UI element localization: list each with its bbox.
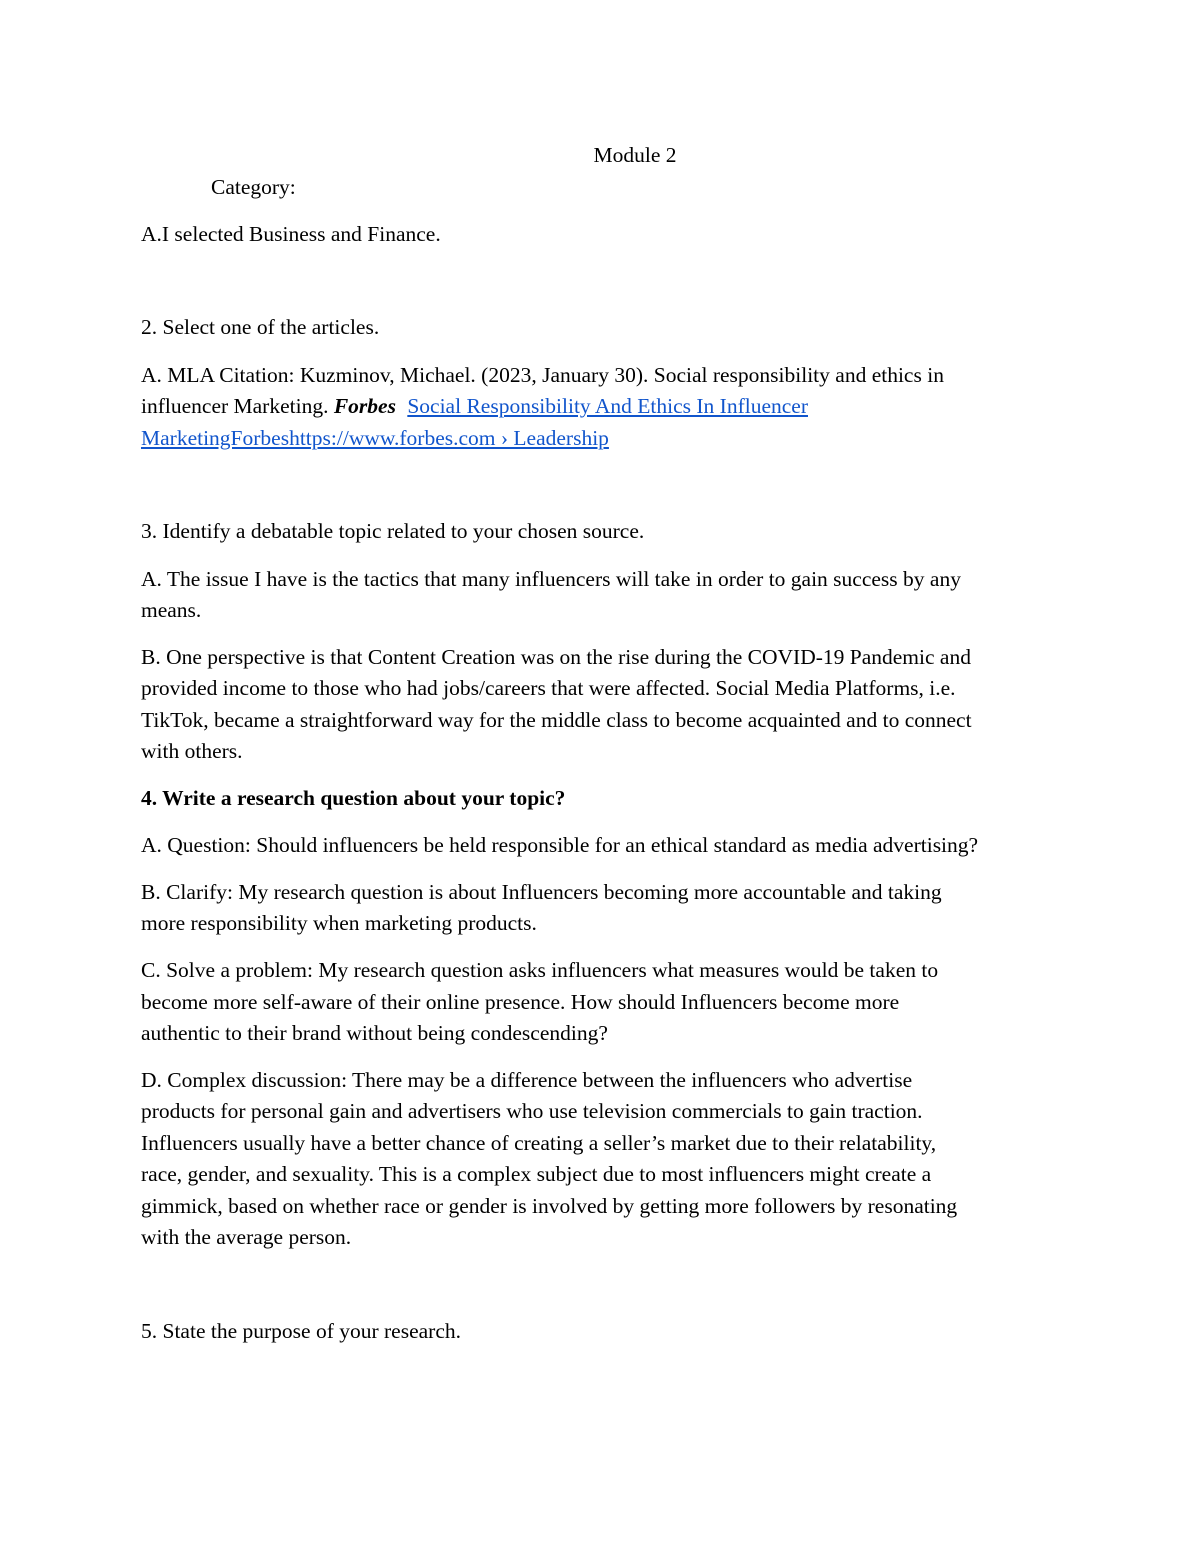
q4-a: A. Question: Should influencers be held responsible for an ethical standard as media advertising? [141, 833, 979, 857]
q4-c-line-1: C. Solve a problem: My research question asks influencers what measures would be taken to [141, 958, 939, 982]
q4-c-line-2: become more self-aware of their online presence. How should Influencers become more [141, 990, 900, 1014]
document-title: Module 2 [593, 143, 677, 167]
q2-citation-line-2 [141, 396, 808, 418]
q4-d-line-4: race, gender, and sexuality. This is a complex subject due to most influencers might create a [141, 1162, 932, 1186]
q4-prompt: 4. Write a research question about your topic? [141, 786, 566, 810]
q3-a-line-2: means. [141, 598, 202, 622]
article-link-line-2[interactable]: MarketingForbeshttps://www.forbes.com › Leadership [141, 426, 609, 450]
q5-prompt: 5. State the purpose of your research. [141, 1319, 462, 1343]
q3-b-line-2: provided income to those who had jobs/careers that were affected. Social Media Platforms, i.e. [141, 676, 956, 700]
q3-b-line-4: with others. [141, 739, 243, 763]
q4-d-line-3: Influencers usually have a better chance of creating a seller’s market due to their relatability, [141, 1131, 937, 1155]
q4-d-line-6: with the average person. [141, 1225, 352, 1249]
q4-d-line-1: D. Complex discussion: There may be a difference between the influencers who advertise [141, 1068, 913, 1092]
q2-citation-source: Forbes [333, 394, 396, 418]
q2-citation-line-1: A. MLA Citation: Kuzminov, Michael. (2023, January 30). Social responsibility and ethics in [141, 363, 944, 387]
q1-answer: A.I selected Business and Finance. [141, 222, 441, 246]
q4-b-line-2: more responsibility when marketing products. [141, 911, 537, 935]
q3-b-line-1: B. One perspective is that Content Creation was on the rise during the COVID-19 Pandemic and [141, 645, 971, 669]
q2-link-line-2-wrapper [141, 428, 609, 450]
q4-b-line-1: B. Clarify: My research question is about Influencers becoming more accountable and taking [141, 880, 942, 904]
q3-b-line-3: TikTok, became a straightforward way for the middle class to become acquainted and to connect [141, 708, 972, 732]
q2-citation-text: influencer Marketing. [141, 394, 329, 418]
q3-prompt: 3. Identify a debatable topic related to your chosen source. [141, 519, 645, 543]
q2-prompt: 2. Select one of the articles. [141, 315, 380, 339]
q4-d-line-2: products for personal gain and advertisers who use television commercials to gain traction. [141, 1099, 923, 1123]
q3-a-line-1: A. The issue I have is the tactics that many influencers will take in order to gain success by any [141, 567, 961, 591]
q4-c-line-3: authentic to their brand without being condescending? [141, 1021, 608, 1045]
q4-d-line-5: gimmick, based on whether race or gender is involved by getting more followers by resonating [141, 1194, 958, 1218]
category-label: Category: [211, 175, 296, 199]
article-link-line-1[interactable]: Social Responsibility And Ethics In Influencer [407, 394, 808, 418]
